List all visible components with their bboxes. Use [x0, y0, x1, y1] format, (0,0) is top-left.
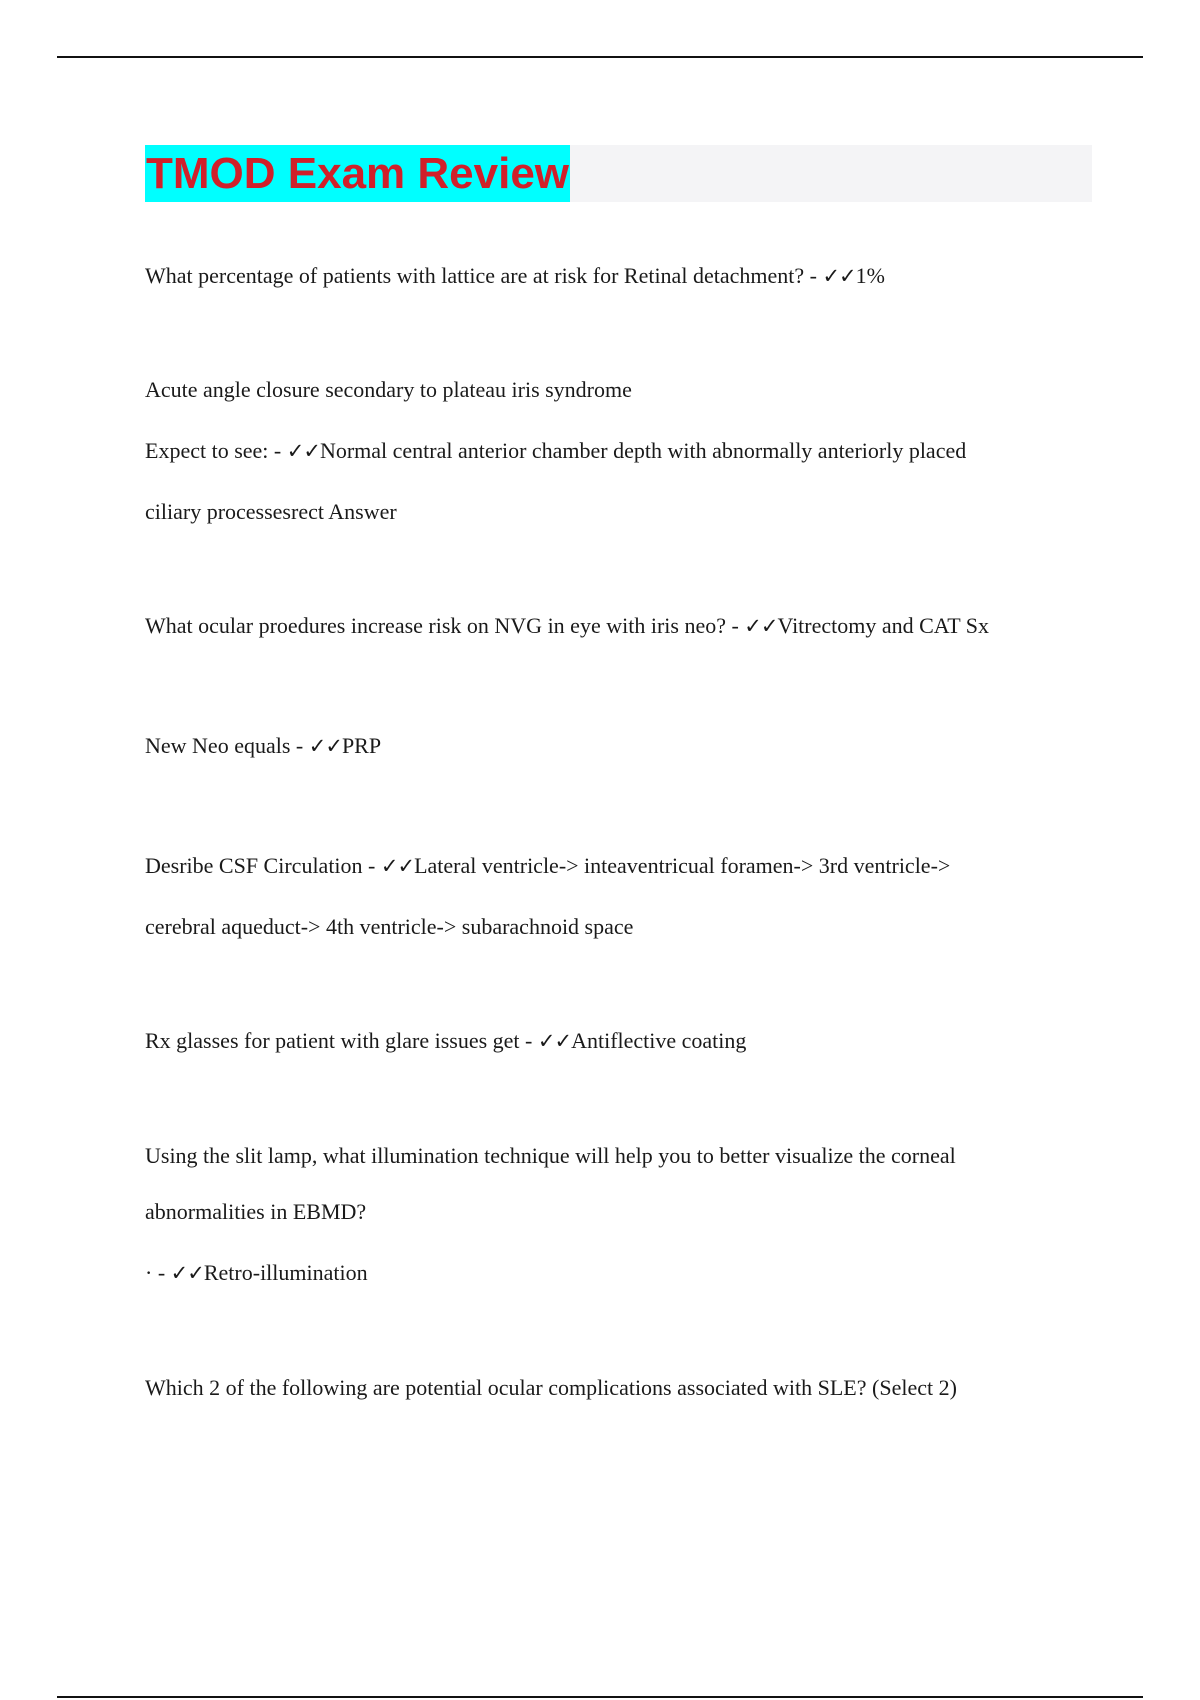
double-check-icon: ✓✓: [170, 1261, 204, 1285]
qa-item-2-answer-cont: [145, 497, 397, 527]
question-text: Which 2 of the following are potential ocular complications associated with SLE? (Select 2): [145, 1375, 957, 1400]
qa-item-7-answer: [145, 1258, 368, 1288]
qa-item-2-question: [145, 375, 632, 405]
double-check-icon: ✓✓: [744, 614, 778, 638]
question-text: Using the slit lamp, what illumination technique will help you to better visualize the corneal: [145, 1143, 956, 1168]
answer-text: 1%: [855, 263, 885, 288]
question-text: Desribe CSF Circulation -: [145, 853, 381, 878]
question-text: Rx glasses for patient with glare issues get -: [145, 1028, 538, 1053]
question-text: New Neo equals -: [145, 733, 309, 758]
answer-text: cerebral aqueduct-> 4th ventricle-> subarachnoid space: [145, 914, 634, 939]
footer-rule: [57, 1696, 1143, 1698]
qa-item-3: [145, 611, 989, 641]
qa-item-7-question-cont: [145, 1197, 366, 1227]
qa-item-4: [145, 731, 381, 761]
double-check-icon: ✓✓: [308, 734, 342, 758]
answer-text: Lateral ventricle-> inteaventricual foramen-> 3rd ventricle->: [414, 853, 951, 878]
answer-text: Antiflective coating: [571, 1028, 747, 1053]
question-text: Expect to see: -: [145, 438, 287, 463]
question-text: Acute angle closure secondary to plateau iris syndrome: [145, 377, 632, 402]
double-check-icon: ✓✓: [537, 1029, 572, 1053]
qa-item-5: [145, 851, 950, 881]
header-rule: [57, 56, 1143, 58]
question-text: · -: [145, 1260, 171, 1285]
answer-text: Normal central anterior chamber depth with abnormally anteriorly placed: [319, 438, 967, 463]
qa-item-5-answer-cont: [145, 912, 633, 942]
qa-item-6: [145, 1026, 746, 1056]
answer-text: Vitrectomy and CAT Sx: [777, 613, 990, 638]
qa-item-1: [145, 261, 885, 291]
qa-item-8: [145, 1373, 957, 1403]
double-check-icon: ✓✓: [380, 854, 415, 878]
answer-text: Retro-illumination: [203, 1260, 368, 1285]
page-title: TMOD Exam Review: [145, 145, 570, 202]
question-text: What ocular proedures increase risk on NVG in eye with iris neo? -: [145, 613, 745, 638]
question-text: abnormalities in EBMD?: [145, 1199, 367, 1224]
question-text: What percentage of patients with lattice are at risk for Retinal detachment? -: [145, 263, 823, 288]
double-check-icon: ✓✓: [286, 439, 320, 463]
qa-item-7-question: [145, 1141, 956, 1171]
qa-item-2-answer: [145, 436, 966, 466]
answer-text: PRP: [341, 733, 382, 758]
double-check-icon: ✓✓: [822, 264, 856, 288]
answer-text: ciliary processesrect Answer: [145, 499, 397, 524]
